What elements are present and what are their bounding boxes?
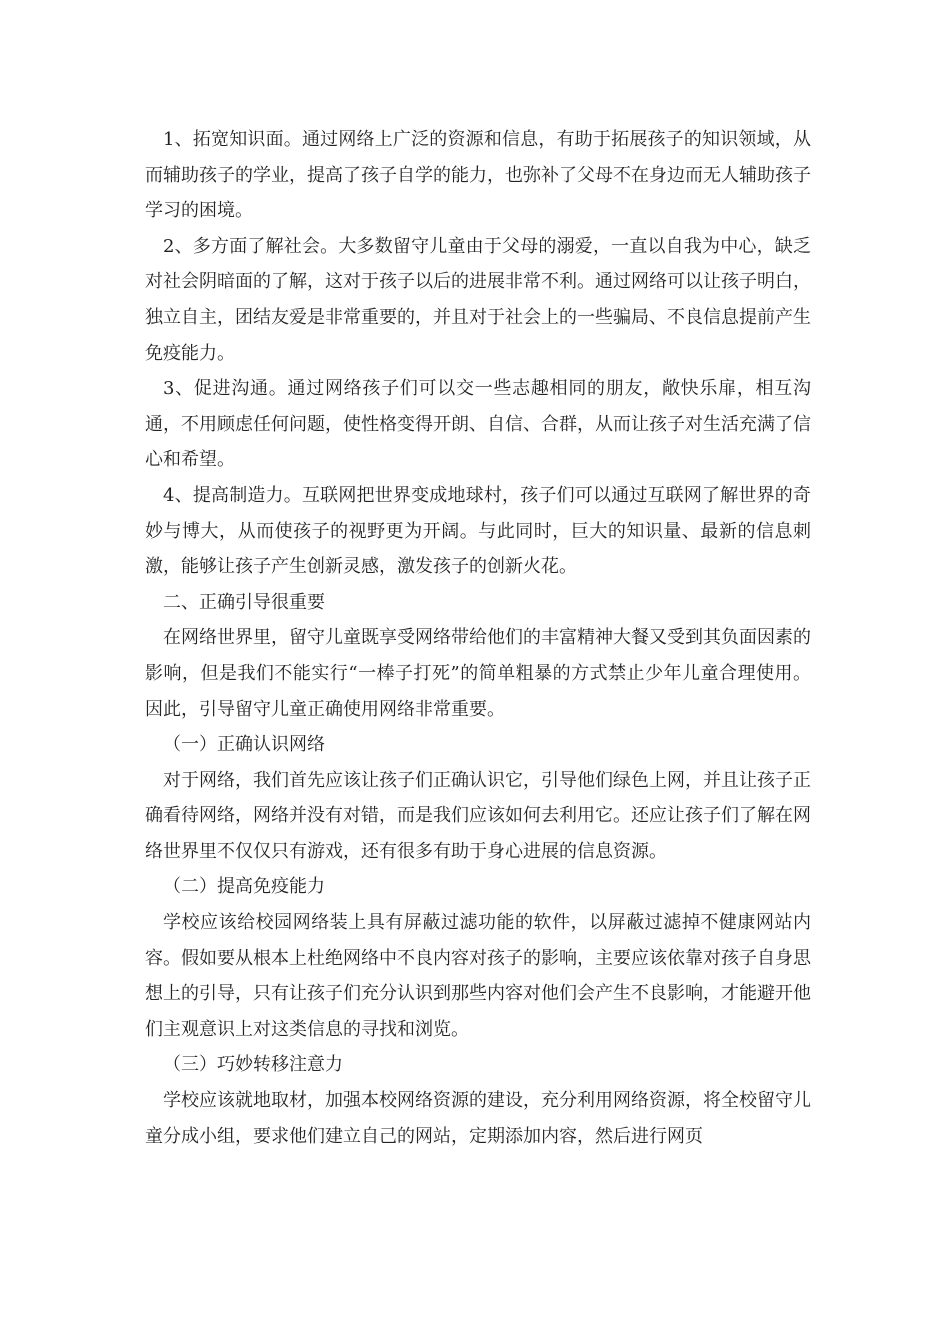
- paragraph-8: 学校应该就地取材，加强本校网络资源的建设，充分利用网络资源，将全校留守儿童分成小组，要求他们建立自己的网站，定期添加内容，然后进行网页: [145, 1090, 811, 1147]
- paragraph-6: 对于网络，我们首先应该让孩子们正确认识它，引导他们绿色上网，并且让孩子正确看待网络，网络并没有对错，而是我们应该如何去利用它。还应让孩子们了解在网络世界里不仅仅只有游戏，还有很多有助于身心进展的信息资源。: [145, 769, 811, 862]
- subheading-1: （一）正确认识网络: [163, 734, 325, 756]
- document-body: [145, 122, 811, 1154]
- paragraph-5: 在网络世界里，留守儿童既享受网络带给他们的丰富精神大餐又受到其负面因素的影响，但是我们不能实行“一棒子打死”的简单粗暴的方式禁止少年儿童合理使用。因此，引导留守儿童正确使用网络非常重要。: [145, 627, 811, 720]
- paragraph-2: 2、多方面了解社会。大多数留守儿童由于父母的溺爱，一直以自我为中心，缺乏对社会阴暗面的了解，这对于孩子以后的进展非常不利。通过网络可以让孩子明白，独立自主，团结友爱是非常重要的，并且对于社会上的一些骗局、不良信息提前产生免疫能力。: [145, 235, 811, 364]
- section-heading-2: 二、正确引导很重要: [163, 591, 325, 613]
- paragraph-1: 1、拓宽知识面。通过网络上广泛的资源和信息，有助于拓展孩子的知识领域，从而辅助孩子的学业，提高了孩子自学的能力，也弥补了父母不在身边而无人辅助孩子学习的困境。: [145, 129, 811, 222]
- paragraph-7: 学校应该给校园网络装上具有屏蔽过滤功能的软件，以屏蔽过滤掉不健康网站内容。假如要从根本上杜绝网络中不良内容对孩子的影响，主要应该依靠对孩子自身思想上的引导，只有让孩子们充分认识到那些内容对他们会产生不良影响，才能避开他们主观意识上对这类信息的寻找和浏览。: [145, 912, 811, 1040]
- subheading-2: （二）提高免疫能力: [163, 876, 325, 898]
- subheading-3: （三）巧妙转移注意力: [163, 1054, 343, 1076]
- paragraph-3: 3、促进沟通。通过网络孩子们可以交一些志趣相同的朋友，敞快乐扉，相互沟通，不用顾虑任何问题，使性格变得开朗、自信、合群，从而让孩子对生活充满了信心和希望。: [145, 378, 811, 471]
- paragraph-4: 4、提高制造力。互联网把世界变成地球村，孩子们可以通过互联网了解世界的奇妙与博大，从而使孩子的视野更为开阔。与此同时，巨大的知识量、最新的信息刺激，能够让孩子产生创新灵感，激发孩子的创新火花。: [145, 484, 811, 578]
